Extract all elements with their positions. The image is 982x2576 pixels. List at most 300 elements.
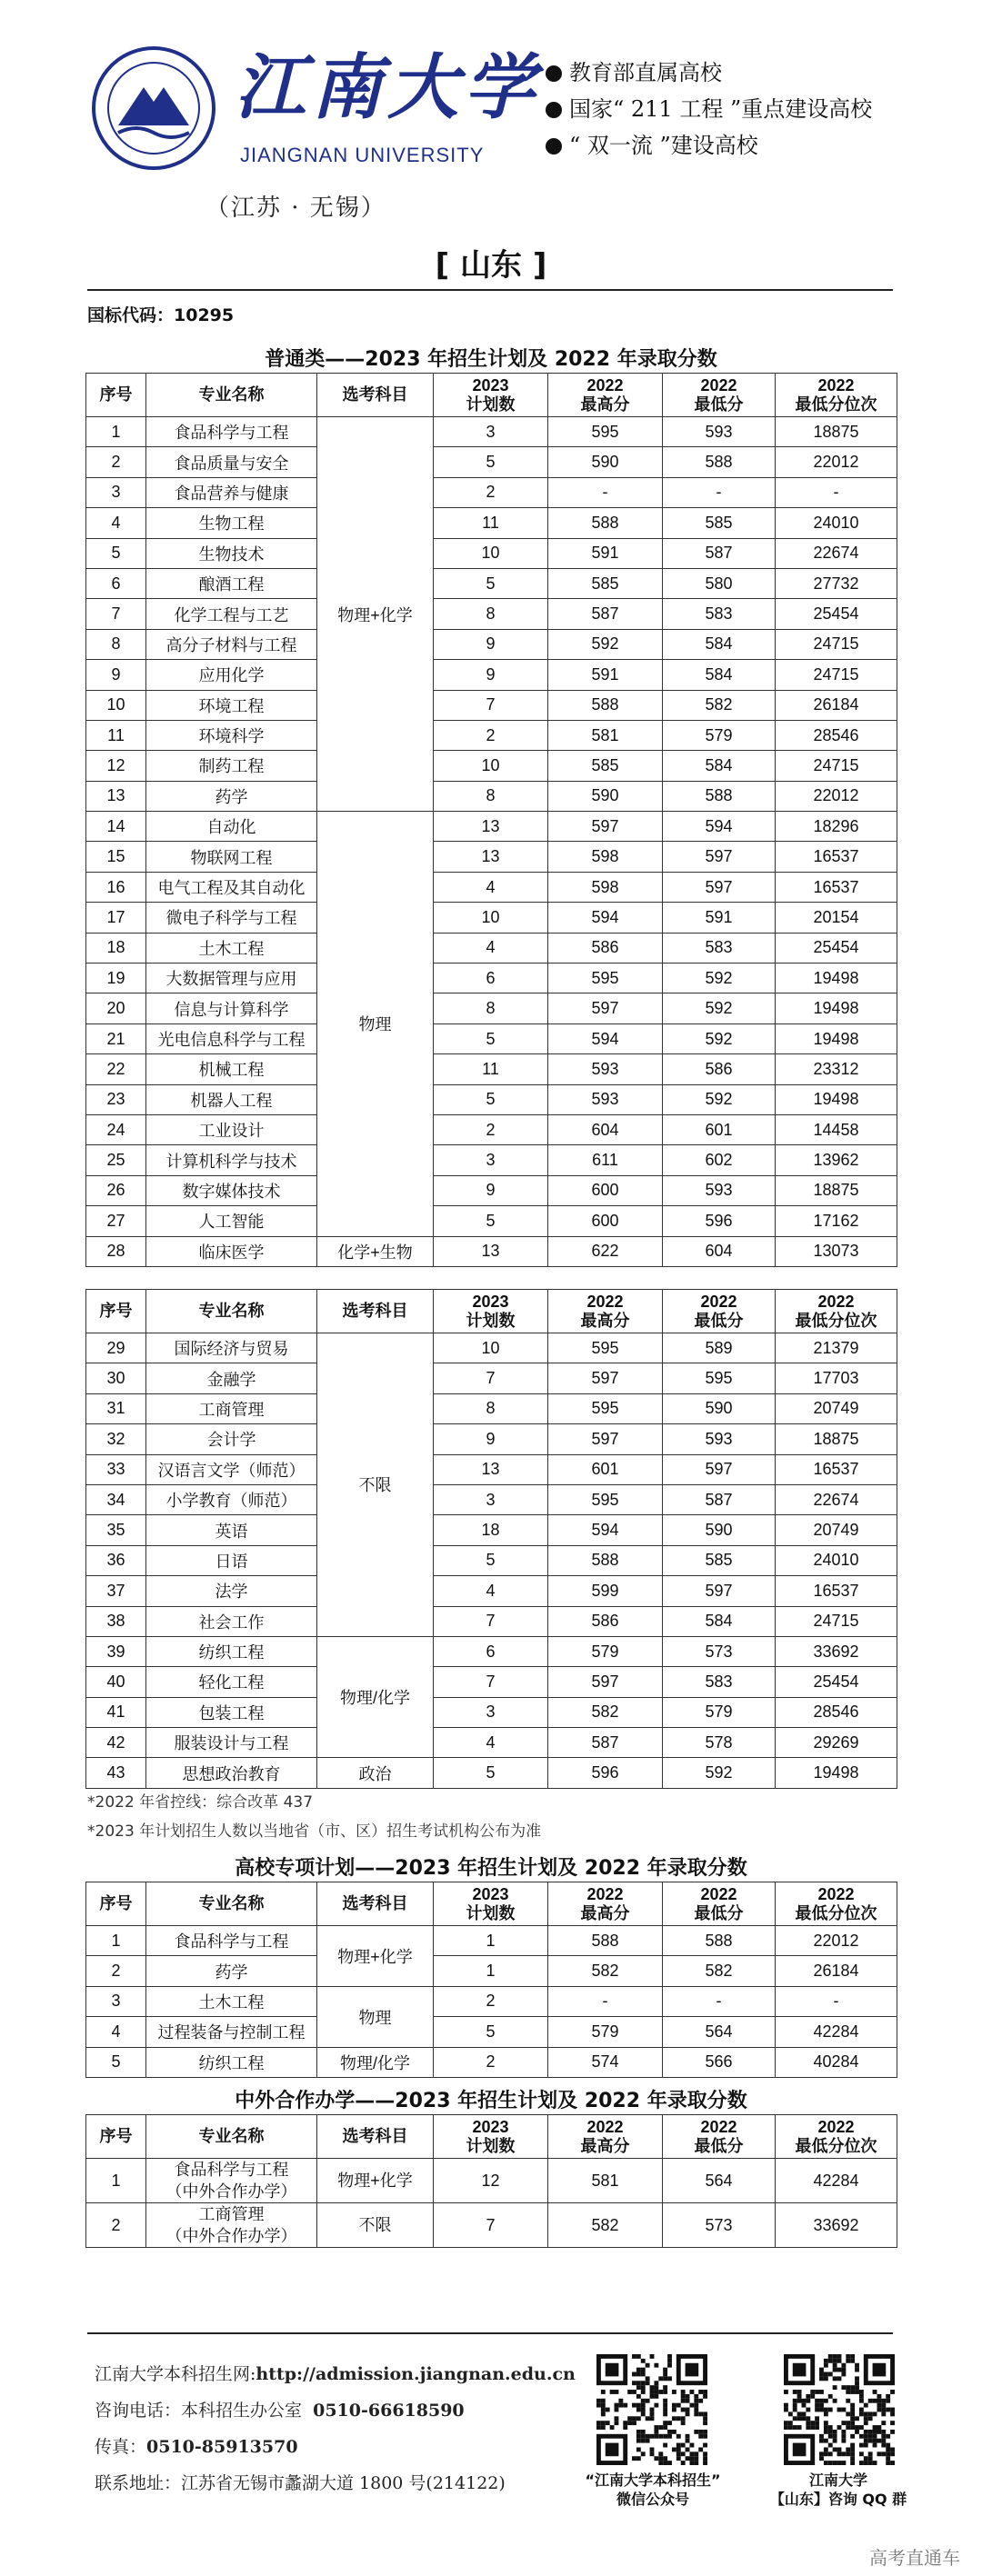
table-cell: 597 xyxy=(663,1576,776,1606)
table-cell: 16537 xyxy=(776,842,897,872)
table-cell: 604 xyxy=(548,1114,663,1144)
table-cell: 18296 xyxy=(776,812,897,842)
table-cell: 10 xyxy=(434,1333,548,1363)
table-header-row xyxy=(86,2115,897,2159)
table-cell: 食品科学与工程 （中外合作办学） xyxy=(146,2159,317,2203)
column-header: 选考科目 xyxy=(317,2115,434,2159)
table-cell: 582 xyxy=(548,1956,663,1986)
table-cell: 2 xyxy=(434,1114,548,1144)
table-cell: 物理+化学 xyxy=(317,2159,434,2203)
column-header: 2022 最低分位次 xyxy=(776,1882,897,1926)
table-row xyxy=(86,1393,897,1423)
table-cell: 589 xyxy=(663,1333,776,1363)
table-cell: 16 xyxy=(86,872,146,902)
phone-number: 0510-66618590 xyxy=(313,2401,465,2421)
table-cell: 4 xyxy=(434,872,548,902)
table-cell: 583 xyxy=(663,599,776,629)
table-cell: 598 xyxy=(548,872,663,902)
table-cell: 31 xyxy=(86,1393,146,1423)
table-cell: 9 xyxy=(434,1424,548,1454)
table-cell: 6 xyxy=(86,568,146,598)
location: （江苏 · 无锡） xyxy=(205,195,386,222)
table-cell: 593 xyxy=(548,1054,663,1084)
column-header: 2022 最高分 xyxy=(548,1882,663,1926)
table-cell: 电气工程及其自动化 xyxy=(146,872,317,902)
table-cell: 13 xyxy=(434,812,548,842)
table-cell: 高分子材料与工程 xyxy=(146,629,317,659)
note: *2023 年计划招生人数以当地省（市、区）招生考试机构公布为准 xyxy=(87,1822,542,1841)
website-line: 江南大学本科招生网:http://admission.jiangnan.edu.cn xyxy=(95,2364,576,2384)
table-cell: 24715 xyxy=(776,1606,897,1636)
table-cell: 8 xyxy=(434,993,548,1023)
table-row xyxy=(86,629,897,659)
table-cell: 592 xyxy=(663,1758,776,1788)
column-header: 选考科目 xyxy=(317,374,434,417)
bullet-icon xyxy=(546,65,562,82)
column-header: 2022 最低分位次 xyxy=(776,2115,897,2159)
table-cell: 594 xyxy=(548,1023,663,1053)
table-cell: 564 xyxy=(663,2159,776,2203)
table-cell: 22012 xyxy=(776,447,897,477)
table-cell: 22012 xyxy=(776,781,897,811)
table-cell: 法学 xyxy=(146,1576,317,1606)
table-cell: - xyxy=(663,1986,776,2016)
table-cell: 611 xyxy=(548,1145,663,1175)
table-cell: 18 xyxy=(86,933,146,963)
table-row xyxy=(86,1986,897,2016)
table-cell: 21379 xyxy=(776,1333,897,1363)
table-row xyxy=(86,812,897,842)
column-header: 专业名称 xyxy=(146,2115,317,2159)
table-cell: 17 xyxy=(86,903,146,933)
table-cell: 604 xyxy=(663,1236,776,1266)
section-title: 高校专项计划——2023 年招生计划及 2022 年录取分数 xyxy=(235,1857,747,1880)
table-cell: 28 xyxy=(86,1236,146,1266)
table-row xyxy=(86,1424,897,1454)
table-cell: 29269 xyxy=(776,1728,897,1758)
table-cell: 593 xyxy=(548,1084,663,1114)
table-cell: 28546 xyxy=(776,720,897,750)
table-cell: 590 xyxy=(548,781,663,811)
table-cell: 2 xyxy=(86,447,146,477)
table-cell: 1 xyxy=(434,1956,548,1986)
table-cell: 578 xyxy=(663,1728,776,1758)
table-cell: 20749 xyxy=(776,1393,897,1423)
column-header: 序号 xyxy=(86,374,146,417)
table-cell: 政治 xyxy=(317,1758,434,1788)
table-cell: 588 xyxy=(548,1926,663,1956)
table-cell: 9 xyxy=(434,629,548,659)
table-cell: 物理 xyxy=(317,812,434,1236)
column-header: 选考科目 xyxy=(317,1882,434,1926)
table-cell: 物理+化学 xyxy=(317,417,434,812)
column-header: 专业名称 xyxy=(146,1290,317,1333)
table-cell: 工商管理 （中外合作办学） xyxy=(146,2203,317,2248)
table-cell: 40 xyxy=(86,1667,146,1697)
table-cell: 环境科学 xyxy=(146,720,317,750)
table-cell: 586 xyxy=(548,1606,663,1636)
table-cell: 化学+生物 xyxy=(317,1236,434,1266)
table-cell: 不限 xyxy=(317,2203,434,2248)
column-header: 2022 最低分 xyxy=(663,1882,776,1926)
table-row xyxy=(86,933,897,963)
table-cell: 9 xyxy=(434,1175,548,1205)
table-cell: 595 xyxy=(548,1484,663,1514)
feature-item: 国家“ 211 工程 ”重点建设高校 xyxy=(546,91,872,127)
table-row xyxy=(86,1926,897,1956)
table-cell: 工业设计 xyxy=(146,1114,317,1144)
table-cell: 24715 xyxy=(776,660,897,690)
table-cell: 1 xyxy=(86,2159,146,2203)
table-row xyxy=(86,872,897,902)
table-cell: 588 xyxy=(548,690,663,720)
table-cell: 土木工程 xyxy=(146,933,317,963)
table-cell: 6 xyxy=(434,964,548,993)
table-cell: 8 xyxy=(86,629,146,659)
table-cell: 33692 xyxy=(776,2203,897,2248)
table-cell: 19498 xyxy=(776,1084,897,1114)
table-cell: 595 xyxy=(663,1363,776,1393)
table-cell: 食品科学与工程 xyxy=(146,417,317,447)
table-cell: 597 xyxy=(548,1363,663,1393)
table-cell: 593 xyxy=(663,417,776,447)
table-cell: 595 xyxy=(548,1333,663,1363)
table-cell: 20749 xyxy=(776,1515,897,1545)
table-cell: 5 xyxy=(434,568,548,598)
table-cell: 574 xyxy=(548,2047,663,2077)
table-cell: 573 xyxy=(663,2203,776,2248)
university-seal-icon xyxy=(91,45,216,171)
table-cell: 596 xyxy=(663,1206,776,1236)
table-cell: 585 xyxy=(548,751,663,781)
table-cell: 数字媒体技术 xyxy=(146,1175,317,1205)
logo-subtitle: JIANGNAN UNIVERSITY xyxy=(240,144,485,166)
page-header xyxy=(0,0,982,325)
table-cell: 573 xyxy=(663,1636,776,1666)
table-cell: 23 xyxy=(86,1084,146,1114)
table-row xyxy=(86,1758,897,1788)
table-cell: 1 xyxy=(86,1926,146,1956)
table-cell: 18875 xyxy=(776,417,897,447)
table-cell: 622 xyxy=(548,1236,663,1266)
table-cell: 药学 xyxy=(146,781,317,811)
joint-program-table xyxy=(85,2114,897,2248)
table-cell: 25454 xyxy=(776,599,897,629)
phone-line: 咨询电话：本科招生办公室 0510-66618590 xyxy=(95,2401,465,2421)
table-cell: 物理/化学 xyxy=(317,2047,434,2077)
table-header-row xyxy=(86,1290,897,1333)
table-cell: 计算机科学与技术 xyxy=(146,1145,317,1175)
table-cell: 1 xyxy=(86,417,146,447)
table-cell: 5 xyxy=(434,447,548,477)
feature-list xyxy=(546,55,872,164)
table-cell: 国际经济与贸易 xyxy=(146,1333,317,1363)
table-cell: 13 xyxy=(434,1454,548,1484)
table-cell: 11 xyxy=(86,720,146,750)
table-row xyxy=(86,1606,897,1636)
table-row xyxy=(86,1084,897,1114)
table-cell: 2 xyxy=(434,477,548,507)
table-row xyxy=(86,1054,897,1084)
column-header: 2022 最低分位次 xyxy=(776,1290,897,1333)
table-cell: 8 xyxy=(434,599,548,629)
table-cell: 566 xyxy=(663,2047,776,2077)
table-cell: 602 xyxy=(663,1145,776,1175)
table-cell: 机器人工程 xyxy=(146,1084,317,1114)
table-cell: 592 xyxy=(663,1023,776,1053)
table-cell: 582 xyxy=(663,1956,776,1986)
table-cell: 27 xyxy=(86,1206,146,1236)
table-cell: 592 xyxy=(663,1084,776,1114)
column-header: 2023 计划数 xyxy=(434,2115,548,2159)
table-row xyxy=(86,903,897,933)
table-cell: 英语 xyxy=(146,1515,317,1545)
table-cell: 汉语言文学（师范） xyxy=(146,1454,317,1484)
table-cell: 5 xyxy=(434,1206,548,1236)
table-cell: 600 xyxy=(548,1175,663,1205)
table-cell: - xyxy=(663,477,776,507)
table-cell: 22 xyxy=(86,1054,146,1084)
table-cell: 4 xyxy=(86,2017,146,2047)
table-cell: 595 xyxy=(548,1393,663,1423)
table-row xyxy=(86,1114,897,1144)
table-cell: 32 xyxy=(86,1424,146,1454)
table-cell: 596 xyxy=(548,1758,663,1788)
table-cell: 21 xyxy=(86,1023,146,1053)
table-row xyxy=(86,1363,897,1393)
table-cell: 酿酒工程 xyxy=(146,568,317,598)
table-cell: 4 xyxy=(86,508,146,538)
table-cell: 26184 xyxy=(776,1956,897,1986)
table-cell: 584 xyxy=(663,1606,776,1636)
section-title: 中外合作办学——2023 年招生计划及 2022 年录取分数 xyxy=(235,2090,747,2112)
table-cell: 小学教育（师范） xyxy=(146,1484,317,1514)
table-cell: 592 xyxy=(663,964,776,993)
table-cell: 28546 xyxy=(776,1697,897,1727)
table-cell: 42284 xyxy=(776,2017,897,2047)
table-cell: - xyxy=(548,1986,663,2016)
table-cell: 587 xyxy=(548,1728,663,1758)
table-row xyxy=(86,2017,897,2047)
table-cell: 588 xyxy=(663,447,776,477)
column-header: 专业名称 xyxy=(146,1882,317,1926)
table-cell: 临床医学 xyxy=(146,1236,317,1266)
table-cell: 3 xyxy=(434,1697,548,1727)
table-row xyxy=(86,417,897,447)
table-cell: 587 xyxy=(663,538,776,568)
table-cell: 18875 xyxy=(776,1424,897,1454)
table-cell: 19498 xyxy=(776,1758,897,1788)
table-cell: 食品营养与健康 xyxy=(146,477,317,507)
column-header: 2023 计划数 xyxy=(434,1882,548,1926)
table-cell: 584 xyxy=(663,660,776,690)
table-cell: 17162 xyxy=(776,1206,897,1236)
logo-title: 江南大学 xyxy=(235,46,541,129)
table-cell: 生物技术 xyxy=(146,538,317,568)
column-header: 2022 最高分 xyxy=(548,2115,663,2159)
table-cell: 10 xyxy=(86,690,146,720)
table-cell: 590 xyxy=(663,1515,776,1545)
table-cell: 582 xyxy=(548,1697,663,1727)
table-cell: 2 xyxy=(434,2047,548,2077)
website-link[interactable]: http://admission.jiangnan.edu.cn xyxy=(256,2364,576,2384)
table-cell: 42 xyxy=(86,1728,146,1758)
table-cell: 包装工程 xyxy=(146,1697,317,1727)
table-cell: 25454 xyxy=(776,933,897,963)
table-cell: 19498 xyxy=(776,1023,897,1053)
table-cell: 自动化 xyxy=(146,812,317,842)
table-row xyxy=(86,1576,897,1606)
table-cell: 纺织工程 xyxy=(146,1636,317,1666)
general-admission-table-cont xyxy=(85,1289,897,1789)
table-cell: 4 xyxy=(434,1728,548,1758)
table-row xyxy=(86,1175,897,1205)
table-row xyxy=(86,2159,897,2203)
table-cell: 24010 xyxy=(776,1545,897,1575)
table-cell: 583 xyxy=(663,1667,776,1697)
table-cell: 10 xyxy=(434,538,548,568)
table-cell: 597 xyxy=(663,872,776,902)
table-cell: 5 xyxy=(434,1758,548,1788)
table-cell: 工商管理 xyxy=(146,1393,317,1423)
table-cell: 应用化学 xyxy=(146,660,317,690)
table-cell: 582 xyxy=(548,2203,663,2248)
fax-number: 0510-85913570 xyxy=(146,2437,298,2457)
column-header: 选考科目 xyxy=(317,1290,434,1333)
address-line: 联系地址：江苏省无锡市蠡湖大道 1800 号(214122) xyxy=(95,2473,506,2493)
table-cell: 环境工程 xyxy=(146,690,317,720)
table-cell: 587 xyxy=(548,599,663,629)
table-cell: 19 xyxy=(86,964,146,993)
table-cell: 592 xyxy=(548,629,663,659)
table-cell: 593 xyxy=(663,1424,776,1454)
table-cell: 588 xyxy=(548,508,663,538)
table-cell: 597 xyxy=(548,812,663,842)
table-cell: 过程装备与控制工程 xyxy=(146,2017,317,2047)
table-cell: 信息与计算科学 xyxy=(146,993,317,1023)
wechat-qr-code-icon xyxy=(596,2354,707,2465)
table-cell: 597 xyxy=(663,1454,776,1484)
table-cell: 8 xyxy=(434,781,548,811)
table-cell: 3 xyxy=(434,417,548,447)
table-cell: 20 xyxy=(86,993,146,1023)
column-header: 2022 最低分 xyxy=(663,1290,776,1333)
table-row xyxy=(86,508,897,538)
table-header-row xyxy=(86,1882,897,1926)
table-cell: 38 xyxy=(86,1606,146,1636)
table-row xyxy=(86,1636,897,1666)
table-cell: 3 xyxy=(86,1986,146,2016)
table-cell: 化学工程与工艺 xyxy=(146,599,317,629)
table-cell: 5 xyxy=(86,2047,146,2077)
table-cell: 36 xyxy=(86,1545,146,1575)
table-cell: 制药工程 xyxy=(146,751,317,781)
table-cell: 20154 xyxy=(776,903,897,933)
qr-caption: 江南大学 【山东】咨询 QQ 群 xyxy=(769,2471,907,2508)
table-row xyxy=(86,1023,897,1053)
table-cell: 585 xyxy=(548,568,663,598)
table-cell: 12 xyxy=(434,2159,548,2203)
table-cell: 7 xyxy=(434,1667,548,1697)
table-cell: 13962 xyxy=(776,1145,897,1175)
table-cell: 3 xyxy=(434,1145,548,1175)
table-cell: 595 xyxy=(548,417,663,447)
table-row xyxy=(86,1667,897,1697)
table-cell: 22012 xyxy=(776,1926,897,1956)
table-cell: 599 xyxy=(548,1576,663,1606)
table-cell: 大数据管理与应用 xyxy=(146,964,317,993)
table-cell: 601 xyxy=(548,1454,663,1484)
fax-line: 传真：0510-85913570 xyxy=(95,2437,298,2457)
table-cell: 11 xyxy=(434,1054,548,1084)
feature-item: “ 双一流 ”建设高校 xyxy=(546,127,872,164)
table-cell: 584 xyxy=(663,751,776,781)
table-cell: 27732 xyxy=(776,568,897,598)
table-cell: 13 xyxy=(434,842,548,872)
province-title: [ 山东 ] xyxy=(435,247,547,284)
table-cell: 14458 xyxy=(776,1114,897,1144)
table-row xyxy=(86,2203,897,2248)
table-cell: 2 xyxy=(434,1986,548,2016)
table-cell: 579 xyxy=(548,2017,663,2047)
table-cell: 15 xyxy=(86,842,146,872)
feature-item: 教育部直属高校 xyxy=(546,55,872,91)
table-cell: 585 xyxy=(663,1545,776,1575)
table-cell: 582 xyxy=(663,690,776,720)
table-cell: 591 xyxy=(548,538,663,568)
table-row xyxy=(86,751,897,781)
table-cell: 24715 xyxy=(776,629,897,659)
table-cell: 590 xyxy=(663,1393,776,1423)
table-row xyxy=(86,2047,897,2077)
table-cell: 2 xyxy=(434,720,548,750)
table-row xyxy=(86,1515,897,1545)
divider xyxy=(87,289,893,291)
table-cell: 7 xyxy=(86,599,146,629)
table-cell: 18 xyxy=(434,1515,548,1545)
table-row xyxy=(86,1145,897,1175)
table-cell: 597 xyxy=(548,1424,663,1454)
table-cell: 22674 xyxy=(776,538,897,568)
table-cell: 25 xyxy=(86,1145,146,1175)
table-cell: 564 xyxy=(663,2017,776,2047)
table-row xyxy=(86,1697,897,1727)
table-cell: 微电子科学与工程 xyxy=(146,903,317,933)
table-row xyxy=(86,1333,897,1363)
table-cell: 579 xyxy=(663,1697,776,1727)
table-cell: 11 xyxy=(434,508,548,538)
table-cell: 579 xyxy=(663,720,776,750)
table-cell: 7 xyxy=(434,2203,548,2248)
table-cell: 13 xyxy=(434,1236,548,1266)
table-row xyxy=(86,660,897,690)
table-cell: - xyxy=(548,477,663,507)
table-cell: 595 xyxy=(548,964,663,993)
table-cell: 24010 xyxy=(776,508,897,538)
table-cell: 594 xyxy=(548,1515,663,1545)
qq-group-qr-code-icon xyxy=(784,2354,895,2465)
table-cell: 土木工程 xyxy=(146,1986,317,2016)
table-cell: 592 xyxy=(663,993,776,1023)
column-header: 2022 最低分位次 xyxy=(776,374,897,417)
column-header: 2023 计划数 xyxy=(434,1290,548,1333)
table-cell: 5 xyxy=(86,538,146,568)
table-row xyxy=(86,781,897,811)
table-cell: 5 xyxy=(434,1084,548,1114)
table-cell: 33692 xyxy=(776,1636,897,1666)
table-cell: 生物工程 xyxy=(146,508,317,538)
table-cell: 34 xyxy=(86,1484,146,1514)
